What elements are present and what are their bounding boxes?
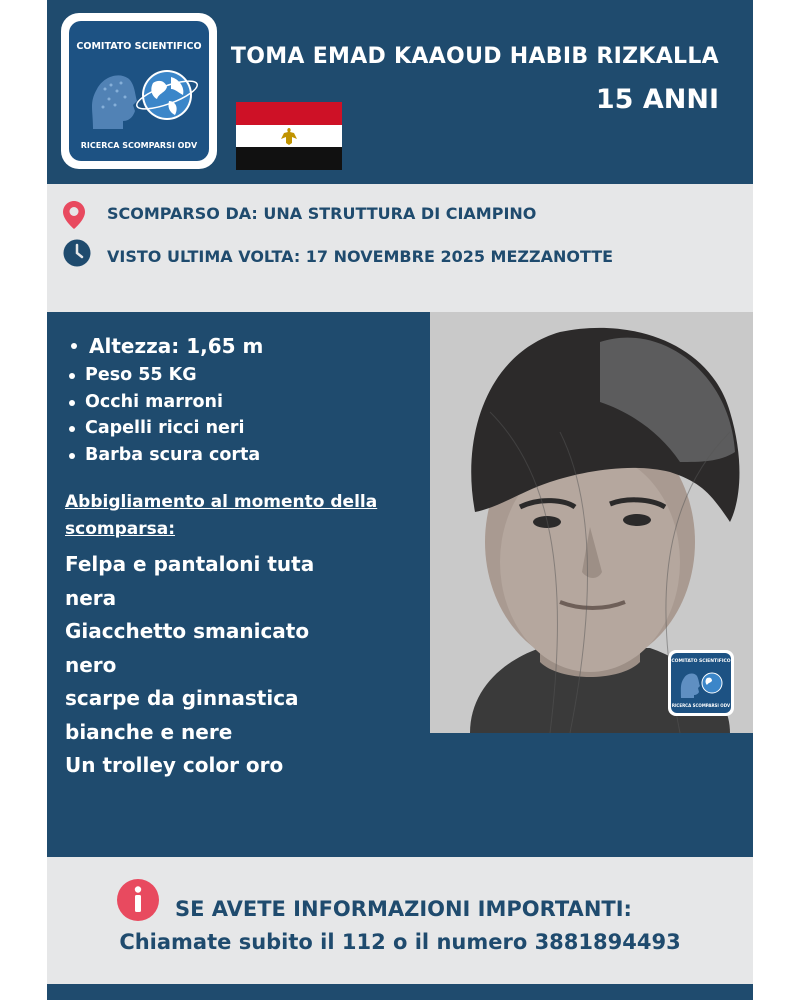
watermark-top-text: COMITATO SCIENTIFICO (671, 659, 731, 664)
poster-header (47, 0, 753, 184)
clothing-item: Un trolley color oro (65, 753, 284, 777)
missing-from-text: SCOMPARSO DA: UNA STRUTTURA DI CIAMPINO (107, 204, 537, 223)
mini-head-globe-icon (677, 668, 725, 700)
person-age: 15 ANNI (595, 84, 719, 115)
clothing-item: scarpe da ginnastica bianche e nere (65, 686, 299, 744)
description-panel (47, 312, 753, 857)
bottom-bar (47, 984, 753, 1000)
clothing-list (65, 548, 375, 783)
last-seen-text: VISTO ULTIMA VOLTA: 17 NOVEMBRE 2025 MEZZANOTTE (107, 247, 614, 266)
physical-traits (65, 330, 263, 468)
clothing-item: Felpa e pantaloni tuta nera (65, 552, 315, 610)
trait-hair: Capelli ricci neri (65, 415, 263, 442)
trait-weight: Peso 55 KG (65, 362, 263, 389)
missing-info-section (47, 184, 753, 311)
watermark-bottom-text: RICERCA SCOMPARSI ODV (671, 703, 731, 708)
info-icon (117, 879, 159, 921)
trait-height: Altezza: 1,65 m (65, 330, 263, 362)
logo-top-text: COMITATO SCIENTIFICO (76, 41, 202, 52)
footer-call-text: Chiamate subito il 112 o il numero 3881894493 (119, 930, 681, 954)
trait-eyes: Occhi marroni (65, 389, 263, 416)
contact-footer (47, 857, 753, 984)
trait-beard: Barba scura corta (65, 442, 263, 469)
organization-logo (61, 13, 217, 169)
missing-person-poster (47, 0, 753, 1000)
clothing-item: Giacchetto smanicato nero (65, 619, 310, 677)
clock-icon (63, 239, 91, 267)
footer-title: SE AVETE INFORMAZIONI IMPORTANTI: (175, 897, 632, 921)
head-globe-icon (79, 59, 199, 135)
location-pin-icon (63, 201, 85, 229)
logo-bottom-text: RICERCA SCOMPARSI ODV (80, 141, 198, 150)
person-name: TOMA EMAD KAAOUD HABIB RIZKALLA (230, 44, 719, 69)
clothing-title: Abbigliamento al momento della scomparsa: (65, 492, 378, 539)
watermark-logo (668, 650, 734, 716)
egypt-flag-icon (236, 102, 342, 170)
